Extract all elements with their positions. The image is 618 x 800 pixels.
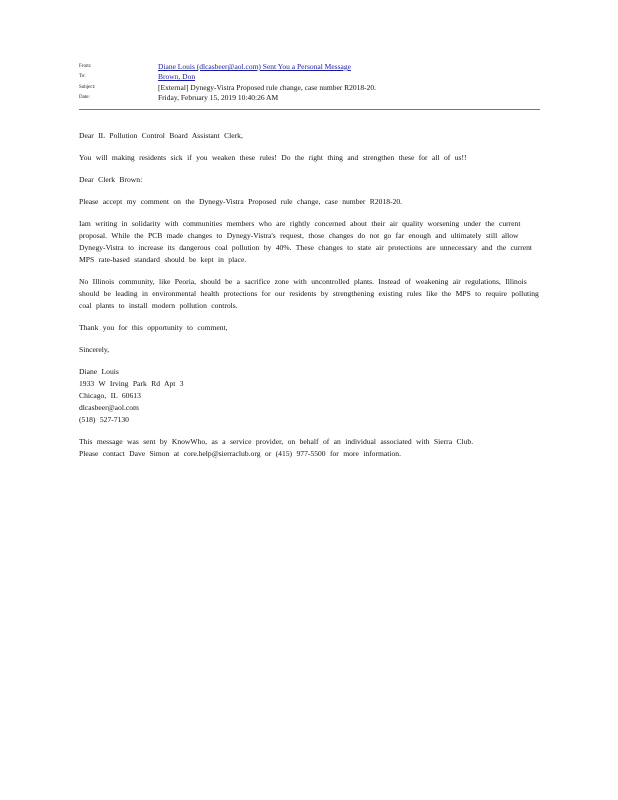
salutation-1: Dear IL Pollution Control Board Assistant Clerk, [79,131,243,140]
paragraph-4: No Illinois community, like Peoria, should be a sacrifice zone with uncontrolled plants. Instead of weakening air regulations, Illinois should be leading in environmental health protections for our residents by strengthening existing rules like the MPS to require polluting coal plants to install modern pollution controls. [79,277,539,310]
footer-line-2: Please contact Dave Simon at core.help@sierraclub.org or (415) 977-5500 for more information. [79,449,401,458]
salutation-2: Dear Clerk Brown: [79,175,143,184]
signature-name: Diane Louis [79,367,119,376]
to-label: To: [79,74,86,79]
signature-address-1: 1933 W Irving Park Rd Apt 3 [79,379,184,388]
subject-value: [External] Dynegy-Vistra Proposed rule change, case number R2018-20. [158,83,377,92]
subject-label: Subject: [79,85,96,90]
paragraph-3: Iam writing in solidarity with communities members who are rightly concerned about their air quality worsening under the current proposal. While the PCB made changes to Dynegy-Vistra's request, those changes do not go far enough and ultimately still allow Dynegy-Vistra to increase its dangerous coal pollution by 40%. These changes to state air protections are unnecessary and the current MPS rate-based standard should be kept in place. [79,219,533,264]
from-label: From: [79,64,92,69]
signature-phone: (518) 527-7130 [79,415,129,424]
from-value-link[interactable]: Diane Louis (dlcasbeer@aol.com) Sent You a Personal Message [158,62,351,71]
message-body [79,130,541,460]
closing: Sincerely, [79,345,110,354]
footer-note [79,436,541,460]
paragraph-2: Please accept my comment on the Dynegy-Vistra Proposed rule change, case number R2018-20. [79,197,403,206]
footer-line-1: This message was sent by KnowWho, as a service provider, on behalf of an individual associated with Sierra Club. [79,437,474,446]
to-value-link[interactable]: Brown, Don [158,72,196,81]
signature-email: dlcasbeer@aol.com [79,403,139,412]
header-divider [79,109,540,110]
date-value: Friday, February 15, 2019 10:40:26 AM [158,93,279,102]
signature-address-2: Chicago, IL 60613 [79,391,141,400]
date-label: Date: [79,95,90,100]
paragraph-1: You will making residents sick if you weaken these rules! Do the right thing and strengthen these for all of us!! [79,153,467,162]
paragraph-5: Thank you for this opportunity to comment, [79,323,228,332]
signature-block [79,366,541,426]
